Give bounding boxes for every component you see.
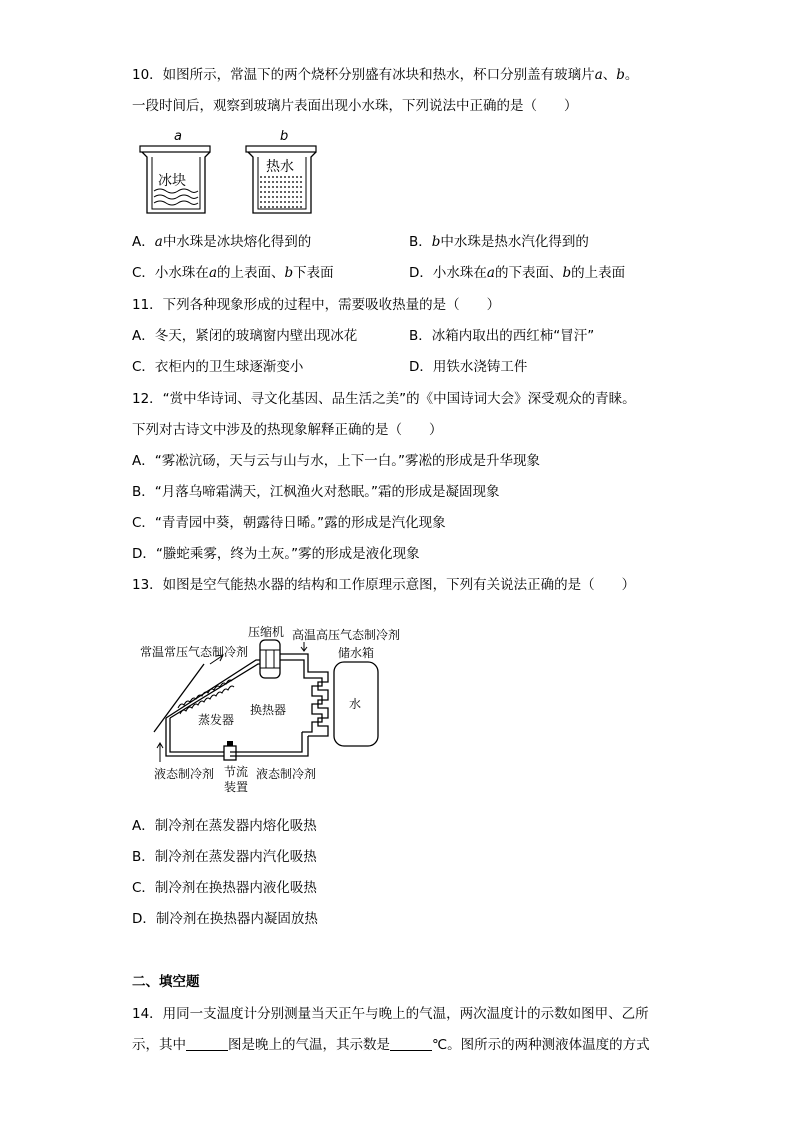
label-liquid-refrigerant-left: 液态制冷剂: [154, 767, 215, 781]
q11-option-a: A．冬天，紧闭的玻璃窗内壁出现冰花: [132, 328, 358, 344]
q11-option-b: B．冰箱内取出的西红柿“冒汗”: [409, 328, 595, 344]
q11-stem: 11．下列各种现象形成的过程中，需要吸收热量的是（ ）: [132, 297, 501, 313]
q10-stem-line1: 10．如图所示，常温下的两个烧杯分别盛有冰块和热水，杯口分别盖有玻璃片a、b。: [132, 67, 639, 83]
throttle-valve: [224, 746, 236, 760]
glass-plate-b: [246, 146, 316, 152]
q13-stem: 13．如图是空气能热水器的结构和工作原理示意图，下列有关说法正确的是（ ）: [132, 577, 636, 593]
q12-stem-line1: 12．“赏中华诗词、寻文化基因、品生活之美”的《中国诗词大会》深受观众的青睐。: [132, 391, 636, 407]
q13-option-b: B．制冷剂在蒸发器内汽化吸热: [132, 849, 317, 865]
beaker-a-label: a: [174, 129, 182, 144]
label-water: 水: [349, 697, 362, 711]
answer-blank-1[interactable]: [186, 1036, 228, 1051]
label-normal-pressure-gas: 常温常压气态制冷剂: [140, 645, 249, 659]
q12-option-a: A．“雾凇沆砀，天与云与山与水，上下一白。”雾凇的形成是升华现象: [132, 453, 540, 469]
q10-option-b: B．b中水珠是热水汽化得到的: [409, 234, 589, 250]
q11-option-c: C．衣柜内的卫生球逐渐变小: [132, 359, 304, 375]
label-evaporator: 蒸发器: [198, 713, 235, 727]
q10-option-d: D．小水珠在a的下表面、b的上表面: [409, 265, 626, 281]
q13-option-c: C．制冷剂在换热器内液化吸热: [132, 880, 317, 896]
label-heat-exchanger: 换热器: [250, 703, 287, 717]
q12-option-b: B．“月落乌啼霜满天，江枫渔火对愁眠。”霜的形成是凝固现象: [132, 484, 500, 500]
beaker-b-label: b: [280, 129, 289, 144]
beakers-figure: [130, 125, 330, 225]
heat-pump-diagram: [140, 620, 420, 800]
q12-option-c: C．“青青园中葵，朝露待日晞。”露的形成是汽化现象: [132, 515, 446, 531]
q13-option-a: A．制冷剂在蒸发器内熔化吸热: [132, 818, 317, 834]
q12-option-d: D．“螣蛇乘雾，终为土灰。”雾的形成是液化现象: [132, 546, 420, 562]
answer-blank-2[interactable]: [390, 1036, 432, 1051]
beaker-a-content: 冰块: [158, 173, 186, 189]
compressor: [260, 640, 280, 678]
label-high-pressure-gas: 高温高压气态制冷剂: [292, 628, 401, 642]
section-title-fill-in: 二、填空题: [132, 974, 200, 990]
q14-stem-line2: 示，其中 图是晚上的气温，其示数是 ℃。图所示的两种测液体温度的方式: [132, 1037, 650, 1053]
q12-stem-line2: 下列对古诗文中涉及的热现象解释正确的是（ ）: [132, 422, 443, 438]
q14-stem-line1: 14．用同一支温度计分别测量当天正午与晚上的气温，两次温度计的示数如图甲、乙所: [132, 1006, 649, 1022]
label-throttle-line1: 节流: [224, 765, 249, 779]
q10-stem-line2: 一段时间后，观察到玻璃片表面出现小水珠，下列说法中正确的是（ ）: [132, 98, 578, 114]
label-throttle-line2: 装置: [224, 780, 249, 794]
q10-option-a: A．a中水珠是冰块熔化得到的: [132, 234, 312, 250]
q11-option-d: D．用铁水浇铸工件: [409, 359, 528, 375]
glass-plate-a: [140, 146, 210, 152]
label-compressor: 压缩机: [248, 625, 285, 639]
q10-option-c: C．小水珠在a的上表面、b下表面: [132, 265, 334, 281]
beaker-b-content: 热水: [266, 159, 294, 175]
q13-option-d: D．制冷剂在换热器内凝固放热: [132, 911, 318, 927]
label-liquid-refrigerant-right: 液态制冷剂: [256, 767, 317, 781]
label-water-tank: 储水箱: [338, 646, 375, 660]
